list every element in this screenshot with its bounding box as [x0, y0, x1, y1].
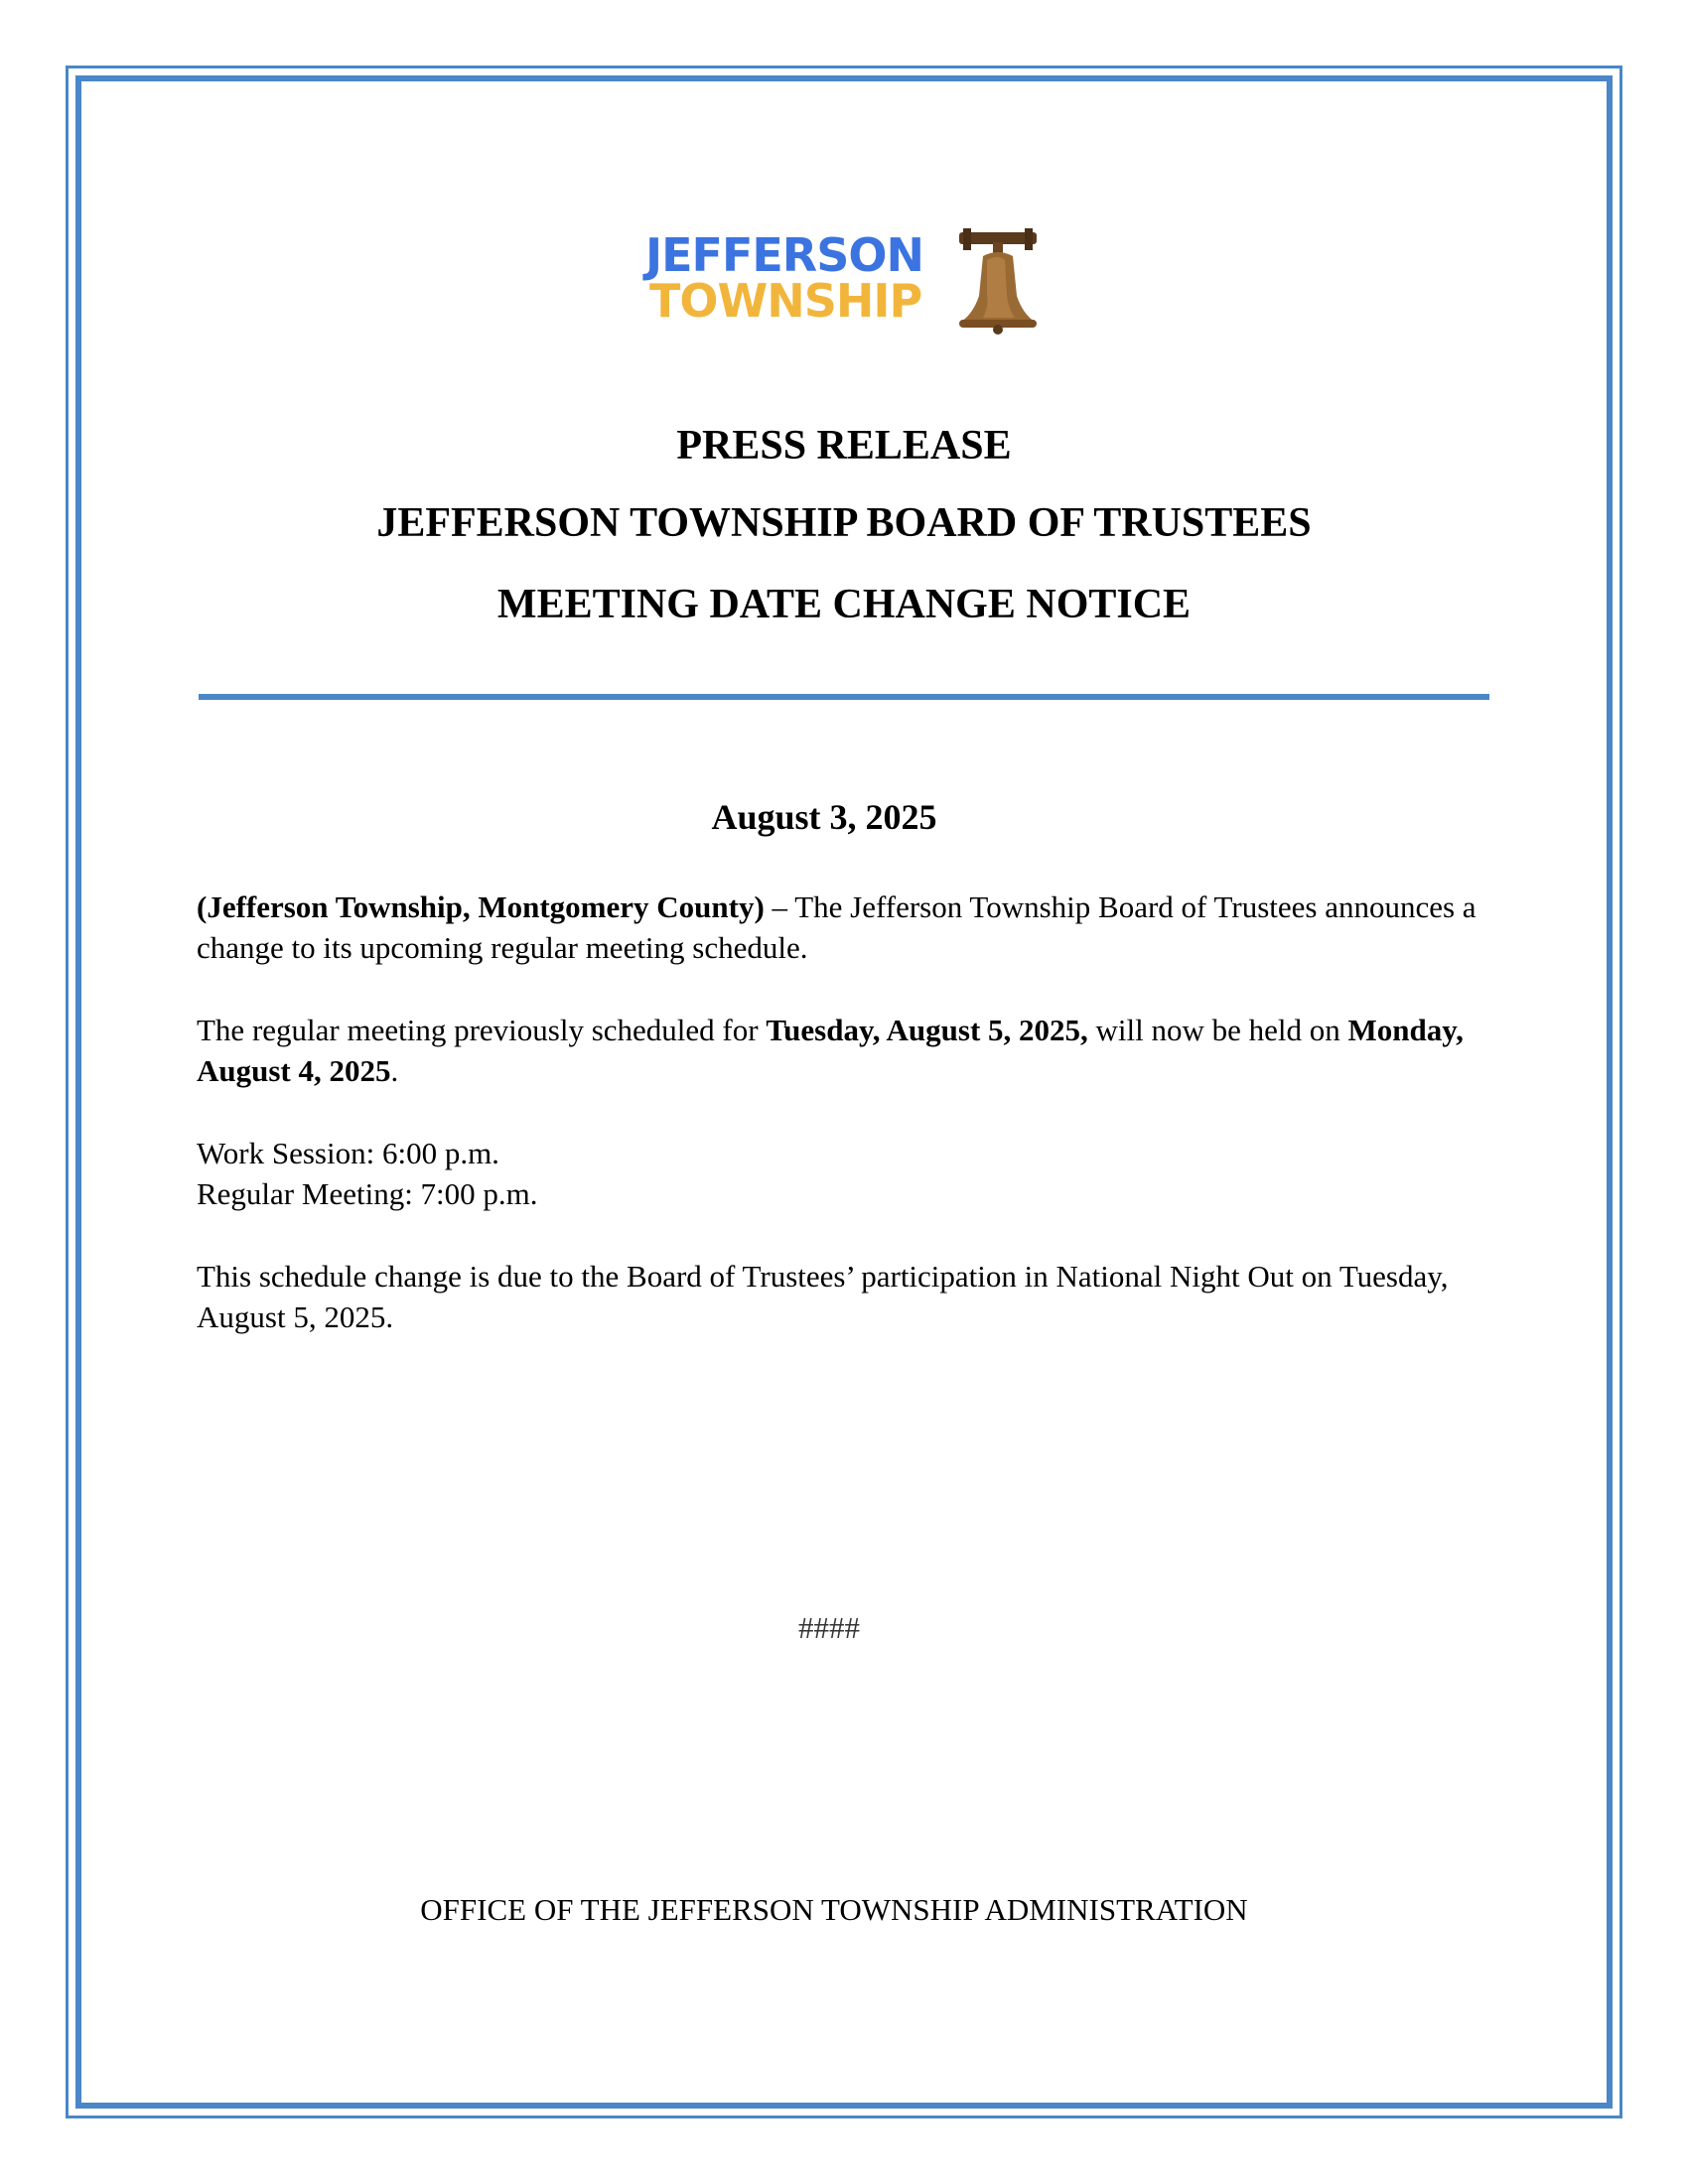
logo-word-jefferson: JEFFERSON [645, 228, 923, 282]
dateline: (Jefferson Township, Montgomery County) [197, 889, 765, 924]
new-meeting-date: Monday, August 4, 2025 [197, 1013, 1464, 1088]
township-logo [645, 226, 1043, 336]
change-text-before: The regular meeting previously scheduled for [197, 1013, 767, 1047]
press-release-heading: PRESS RELEASE [676, 423, 1012, 469]
intro-text: – The Jefferson Township Board of Trustees announces a change to its upcoming regular meeting schedule. [197, 889, 1477, 965]
regular-meeting-time: Regular Meeting: 7:00 p.m. [197, 1176, 538, 1211]
intro-paragraph [197, 887, 1487, 968]
liberty-bell-icon [953, 226, 1043, 336]
change-paragraph [197, 1010, 1487, 1091]
end-marker: #### [798, 1610, 860, 1645]
board-heading: JEFFERSON TOWNSHIP BOARD OF TRUSTEES [376, 500, 1312, 546]
notice-heading: MEETING DATE CHANGE NOTICE [496, 582, 1192, 627]
change-text-middle: will now be held on [1087, 1013, 1348, 1047]
work-session-time: Work Session: 6:00 p.m. [197, 1136, 499, 1170]
header-divider [199, 694, 1489, 700]
office-footer: OFFICE OF THE JEFFERSON TOWNSHIP ADMINISTRATION [420, 1892, 1248, 1927]
release-date: August 3, 2025 [711, 797, 937, 837]
reason-paragraph: This schedule change is due to the Board of Trustees’ participation in National Night Out on Tuesday, August 5, 2025. [197, 1259, 1449, 1334]
page-border-inner [75, 75, 1613, 2109]
schedule-block [197, 1133, 1487, 1214]
change-text-after: . [390, 1053, 399, 1088]
old-meeting-date: Tuesday, August 5, 2025, [766, 1013, 1088, 1047]
logo-word-township: TOWNSHIP [649, 274, 922, 328]
